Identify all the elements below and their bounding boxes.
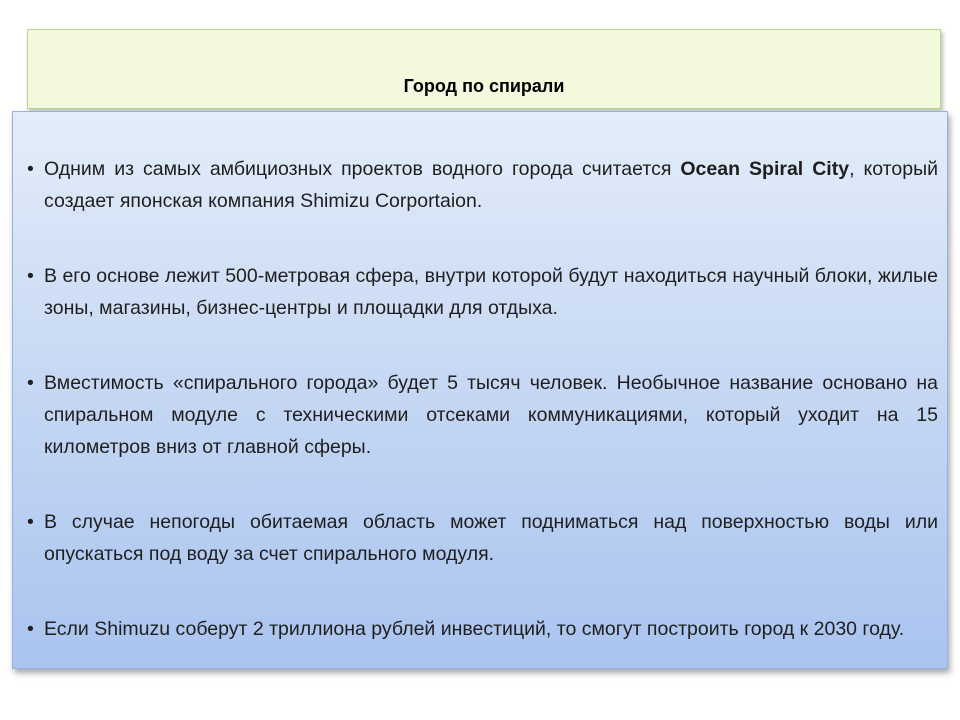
bullet-list (27, 153, 938, 688)
bullet-text-tail: , который создает японская компания Shimizu Corportaion. (44, 158, 938, 212)
project-name: Ocean Spiral City (680, 158, 850, 180)
bullet-item-sphere (27, 260, 938, 324)
bullet-item-ocean-spiral (27, 153, 938, 217)
bullet-item-weather (27, 506, 938, 570)
bullet-text: Одним из самых амбициозных проектов водного города считается (44, 158, 681, 180)
bullet-text: В случае непогоды обитаемая область может подниматься над поверхностью воды или опускаться под воду за счет спирального модуля. (44, 511, 938, 565)
slide-title: Город по спирали (403, 76, 565, 96)
bullet-text: Если Shimuzu соберут 2 триллиона рублей инвестиций, то смогут построить город к 2030 году. (44, 618, 905, 640)
bullet-item-capacity (27, 367, 938, 463)
bullet-text: Вместимость «спирального города» будет 5 тысяч человек. Необычное название основано на спиральном модуле с техническими отсеками коммуникациями, который уходит на 15 километров вниз от главной сферы. (44, 372, 938, 458)
content-panel (12, 111, 948, 669)
bullet-text: В его основе лежит 500-метровая сфера, внутри которой будут находиться научный блоки, жилые зоны, магазины, бизнес-центры и площадки для отдыха. (44, 265, 938, 319)
bullet-item-investment (27, 613, 938, 645)
title-banner (27, 29, 941, 109)
